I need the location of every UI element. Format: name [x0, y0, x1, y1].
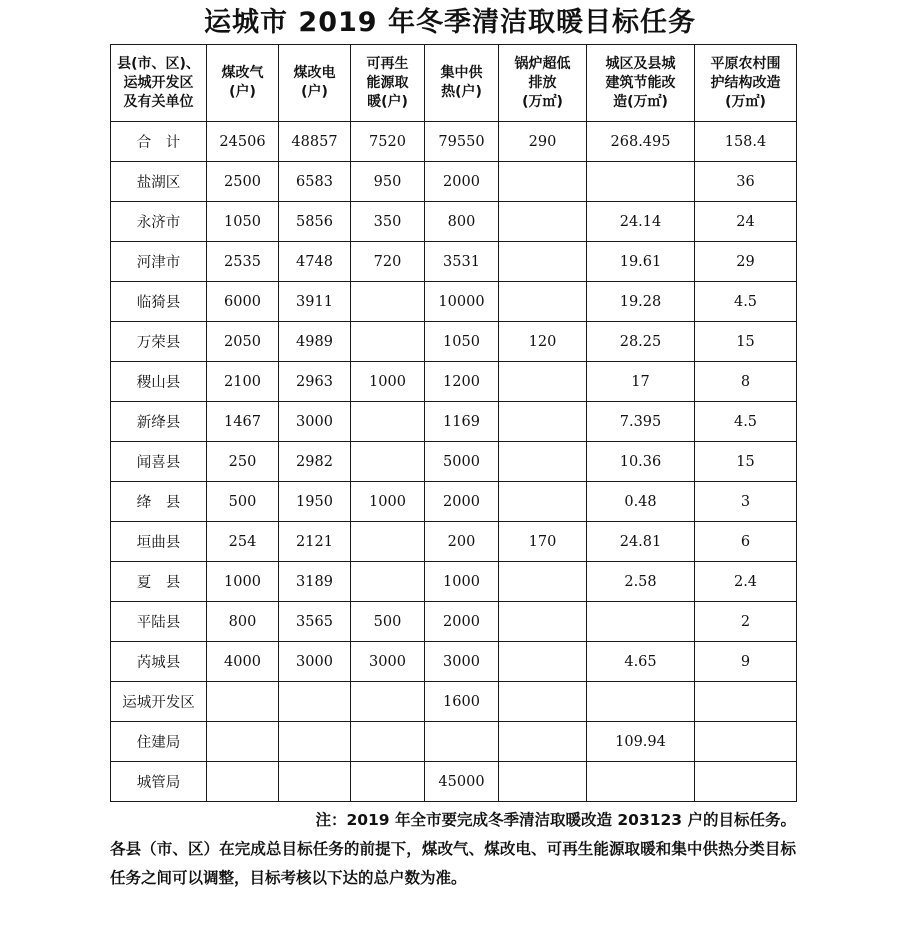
- table-cell: 2982: [279, 442, 351, 482]
- table-row: [111, 762, 797, 802]
- table-cell: 45000: [425, 762, 499, 802]
- table-cell: [499, 642, 587, 682]
- col-header-coal-to-electric: 煤改电 (户): [279, 45, 351, 122]
- row-unit-name: 闻喜县: [111, 442, 207, 482]
- table-cell: [499, 242, 587, 282]
- row-unit-name: 芮城县: [111, 642, 207, 682]
- table-cell: 2100: [207, 362, 279, 402]
- table-cell: [499, 722, 587, 762]
- col-header-unit: 县(市、区)、 运城开发区 及有关单位: [111, 45, 207, 122]
- table-cell: 2.4: [695, 562, 797, 602]
- table-cell: 800: [207, 602, 279, 642]
- table-row: [111, 442, 797, 482]
- table-cell: 4.65: [587, 642, 695, 682]
- table-cell: 1950: [279, 482, 351, 522]
- table-cell: [279, 762, 351, 802]
- table-cell: [499, 762, 587, 802]
- table-cell: [499, 482, 587, 522]
- table-cell: 950: [351, 162, 425, 202]
- table-cell: 0.48: [587, 482, 695, 522]
- row-unit-name: 垣曲县: [111, 522, 207, 562]
- table-cell: 3189: [279, 562, 351, 602]
- table-cell: [351, 562, 425, 602]
- table-cell: 24.81: [587, 522, 695, 562]
- table-cell: 3565: [279, 602, 351, 642]
- footnote: [110, 806, 796, 893]
- table-cell: 2050: [207, 322, 279, 362]
- table-cell: 1467: [207, 402, 279, 442]
- table-cell: 1000: [207, 562, 279, 602]
- table-cell: [351, 442, 425, 482]
- table-cell: 4000: [207, 642, 279, 682]
- table-cell: 28.25: [587, 322, 695, 362]
- table-cell: 8: [695, 362, 797, 402]
- row-unit-name: 盐湖区: [111, 162, 207, 202]
- table-cell: [351, 282, 425, 322]
- table-cell: [499, 202, 587, 242]
- row-unit-name: 新绛县: [111, 402, 207, 442]
- table-row: [111, 322, 797, 362]
- table-cell: 3000: [351, 642, 425, 682]
- table-cell: 24506: [207, 122, 279, 162]
- table-cell: [207, 682, 279, 722]
- table-cell: 2.58: [587, 562, 695, 602]
- table-cell: 24: [695, 202, 797, 242]
- row-unit-name: 稷山县: [111, 362, 207, 402]
- table-cell: 19.61: [587, 242, 695, 282]
- table-cell: [499, 562, 587, 602]
- table-cell: [587, 162, 695, 202]
- table-cell: 1050: [425, 322, 499, 362]
- table-cell: 2963: [279, 362, 351, 402]
- table-cell: 10.36: [587, 442, 695, 482]
- table-row: [111, 682, 797, 722]
- table-cell: 500: [207, 482, 279, 522]
- table-cell: 268.495: [587, 122, 695, 162]
- table-cell: 1000: [351, 482, 425, 522]
- table-cell: 36: [695, 162, 797, 202]
- heating-target-table: [110, 44, 797, 802]
- table-cell: [587, 682, 695, 722]
- table-cell: 170: [499, 522, 587, 562]
- table-cell: 48857: [279, 122, 351, 162]
- table-cell: 250: [207, 442, 279, 482]
- row-unit-name: 夏 县: [111, 562, 207, 602]
- table-body: [111, 122, 797, 802]
- table-cell: 2000: [425, 482, 499, 522]
- row-unit-name: 城管局: [111, 762, 207, 802]
- table-cell: 15: [695, 442, 797, 482]
- table-cell: [351, 722, 425, 762]
- table-cell: 3531: [425, 242, 499, 282]
- table-cell: 2121: [279, 522, 351, 562]
- table-row: [111, 122, 797, 162]
- table-cell: 1000: [425, 562, 499, 602]
- table-cell: [499, 282, 587, 322]
- table-cell: 2535: [207, 242, 279, 282]
- table-cell: [499, 402, 587, 442]
- col-header-boiler-emission: 锅炉超低 排放 (万㎡): [499, 45, 587, 122]
- table-cell: 1050: [207, 202, 279, 242]
- table-cell: 9: [695, 642, 797, 682]
- table-row: [111, 162, 797, 202]
- table-cell: [499, 442, 587, 482]
- table-cell: 158.4: [695, 122, 797, 162]
- table-cell: 6: [695, 522, 797, 562]
- table-cell: 1169: [425, 402, 499, 442]
- table-cell: 109.94: [587, 722, 695, 762]
- row-unit-name: 运城开发区: [111, 682, 207, 722]
- table-cell: 1000: [351, 362, 425, 402]
- table-cell: 3000: [279, 402, 351, 442]
- table-row: [111, 242, 797, 282]
- table-cell: 3000: [279, 642, 351, 682]
- table-cell: 4.5: [695, 282, 797, 322]
- row-unit-name: 万荣县: [111, 322, 207, 362]
- table-row: [111, 602, 797, 642]
- table-row: [111, 562, 797, 602]
- row-unit-name: 合 计: [111, 122, 207, 162]
- table-cell: 5856: [279, 202, 351, 242]
- table-cell: 17: [587, 362, 695, 402]
- table-cell: [499, 362, 587, 402]
- col-header-building-efficiency: 城区及县城 建筑节能改 造(万㎡): [587, 45, 695, 122]
- table-cell: 7520: [351, 122, 425, 162]
- row-unit-name: 住建局: [111, 722, 207, 762]
- row-unit-name: 永济市: [111, 202, 207, 242]
- table-cell: 800: [425, 202, 499, 242]
- table-cell: 200: [425, 522, 499, 562]
- footnote-line1: 注：2019 年全市要完成冬季清洁取暖改造 203123 户的目标任务。: [315, 811, 796, 829]
- footnote-body: 各县（市、区）在完成总目标任务的前提下，煤改气、煤改电、可再生能源取暖和集中供热分类目标任务之间可以调整，目标考核以下达的总户数为准。: [110, 840, 796, 887]
- table-row: [111, 282, 797, 322]
- table-cell: 2: [695, 602, 797, 642]
- table-row: [111, 402, 797, 442]
- table-cell: 1600: [425, 682, 499, 722]
- table-cell: 10000: [425, 282, 499, 322]
- row-unit-name: 临猗县: [111, 282, 207, 322]
- table-cell: [499, 682, 587, 722]
- table-row: [111, 642, 797, 682]
- col-header-central-heating: 集中供 热(户): [425, 45, 499, 122]
- col-header-rural-retrofit: 平原农村围 护结构改造 (万㎡): [695, 45, 797, 122]
- table-cell: 5000: [425, 442, 499, 482]
- table-cell: 2000: [425, 602, 499, 642]
- row-unit-name: 平陆县: [111, 602, 207, 642]
- table-cell: [587, 762, 695, 802]
- table-cell: [207, 722, 279, 762]
- table-cell: 4989: [279, 322, 351, 362]
- table-cell: [695, 682, 797, 722]
- table-cell: [351, 322, 425, 362]
- table-cell: 19.28: [587, 282, 695, 322]
- table-cell: 4748: [279, 242, 351, 282]
- table-cell: 3: [695, 482, 797, 522]
- table-row: [111, 202, 797, 242]
- table-cell: [499, 162, 587, 202]
- table-cell: 120: [499, 322, 587, 362]
- table-cell: [351, 522, 425, 562]
- table-row: [111, 362, 797, 402]
- table-row: [111, 522, 797, 562]
- table-cell: 350: [351, 202, 425, 242]
- table-cell: [695, 762, 797, 802]
- table-cell: [207, 762, 279, 802]
- table-cell: [587, 602, 695, 642]
- table-row: [111, 482, 797, 522]
- row-unit-name: 河津市: [111, 242, 207, 282]
- table-cell: [279, 682, 351, 722]
- table-cell: 290: [499, 122, 587, 162]
- table-cell: 24.14: [587, 202, 695, 242]
- table-cell: 254: [207, 522, 279, 562]
- table-cell: 4.5: [695, 402, 797, 442]
- table-cell: 15: [695, 322, 797, 362]
- table-cell: 2000: [425, 162, 499, 202]
- table-cell: [499, 602, 587, 642]
- row-unit-name: 绛 县: [111, 482, 207, 522]
- table-row: [111, 722, 797, 762]
- table-header-row: [111, 45, 797, 122]
- table-cell: 6000: [207, 282, 279, 322]
- table-cell: 79550: [425, 122, 499, 162]
- table-cell: [425, 722, 499, 762]
- col-header-coal-to-gas: 煤改气 (户): [207, 45, 279, 122]
- table-cell: 720: [351, 242, 425, 282]
- table-cell: [351, 402, 425, 442]
- table-cell: [351, 762, 425, 802]
- table-cell: 3000: [425, 642, 499, 682]
- table-cell: 7.395: [587, 402, 695, 442]
- table-cell: [279, 722, 351, 762]
- table-cell: 29: [695, 242, 797, 282]
- table-cell: 1200: [425, 362, 499, 402]
- col-header-renewable-heating: 可再生 能源取 暖(户): [351, 45, 425, 122]
- table-cell: [351, 682, 425, 722]
- table-cell: [695, 722, 797, 762]
- page-title: 运城市 2019 年冬季清洁取暖目标任务: [204, 7, 696, 38]
- table-cell: 3911: [279, 282, 351, 322]
- table-cell: 2500: [207, 162, 279, 202]
- table-cell: 6583: [279, 162, 351, 202]
- table-cell: 500: [351, 602, 425, 642]
